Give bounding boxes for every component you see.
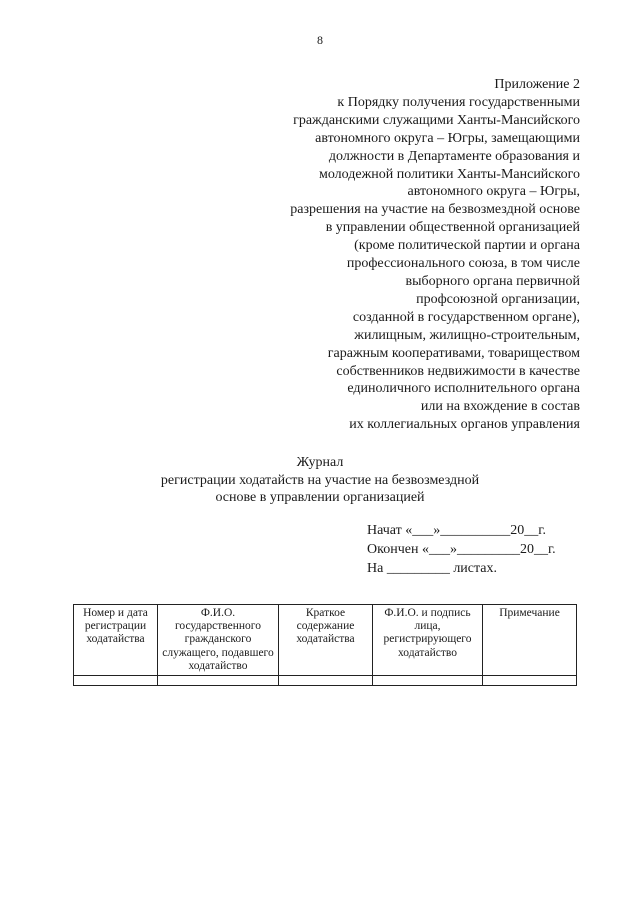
appendix-line: (кроме политической партии и органа xyxy=(354,238,580,254)
journal-subtitle-line: основе в управлении организацией xyxy=(215,490,425,505)
sheets-count-line: На _________ листах. xyxy=(367,561,498,576)
header-registration-number: Номер и дата регистрации ходатайства xyxy=(74,605,158,676)
appendix-line: в управлении общественной организацией xyxy=(325,220,580,236)
table-header-row xyxy=(74,605,577,676)
appendix-line: должности в Департаменте образования и xyxy=(328,148,580,164)
header-note: Примечание xyxy=(483,605,577,676)
appendix-line: разрешения на участие на безвозмездной основе xyxy=(290,202,580,218)
table-cell xyxy=(279,676,373,686)
registration-table xyxy=(73,604,577,686)
appendix-line: автономного округа – Югры, замещающими xyxy=(315,130,580,146)
header-employee-name: Ф.И.О. государственного гражданского служащего, подавшего ходатайство xyxy=(158,605,279,676)
appendix-line: их коллегиальных органов управления xyxy=(349,417,580,433)
table-cell xyxy=(373,676,483,686)
appendix-line: автономного округа – Югры, xyxy=(407,184,580,200)
journal-heading xyxy=(0,454,640,507)
appendix-line: профессионального союза, в том числе xyxy=(346,256,580,272)
appendix-line: гражданскими служащими Ханты-Мансийского xyxy=(293,112,580,128)
appendix-line: молодежной политики Ханты-Мансийского xyxy=(319,166,580,182)
table-cell xyxy=(483,676,577,686)
header-summary: Краткое содержание ходатайства xyxy=(279,605,373,676)
journal-subtitle-line: регистрации ходатайств на участие на безвозмездной xyxy=(160,472,480,488)
appendix-line: единоличного исполнительного органа xyxy=(347,381,580,397)
finished-date-line: Окончен «___»_________20__г. xyxy=(367,542,556,557)
appendix-line: гаражным кооперативами, товариществом xyxy=(327,345,580,361)
appendix-line: Приложение 2 xyxy=(494,77,580,92)
appendix-line: профсоюзной организации, xyxy=(416,291,580,307)
table-cell xyxy=(158,676,279,686)
journal-title: Журнал xyxy=(296,455,344,470)
appendix-header xyxy=(240,76,580,434)
page-number: 8 xyxy=(317,33,323,47)
header-registrar: Ф.И.О. и подпись лица, регистрирующего ходатайство xyxy=(373,605,483,676)
appendix-line: жилищным, жилищно-строительным, xyxy=(354,327,580,343)
appendix-line: к Порядку получения государственными xyxy=(337,94,580,110)
table-row xyxy=(74,676,577,686)
table-cell xyxy=(74,676,158,686)
journal-dates xyxy=(367,521,556,578)
appendix-line: или на вхождение в состав xyxy=(420,399,580,415)
started-date-line: Начат «___»__________20__г. xyxy=(367,523,546,538)
appendix-line: собственников недвижимости в качестве xyxy=(336,363,580,379)
appendix-line: выборного органа первичной xyxy=(405,273,580,289)
appendix-line: созданной в государственном органе), xyxy=(352,309,580,325)
